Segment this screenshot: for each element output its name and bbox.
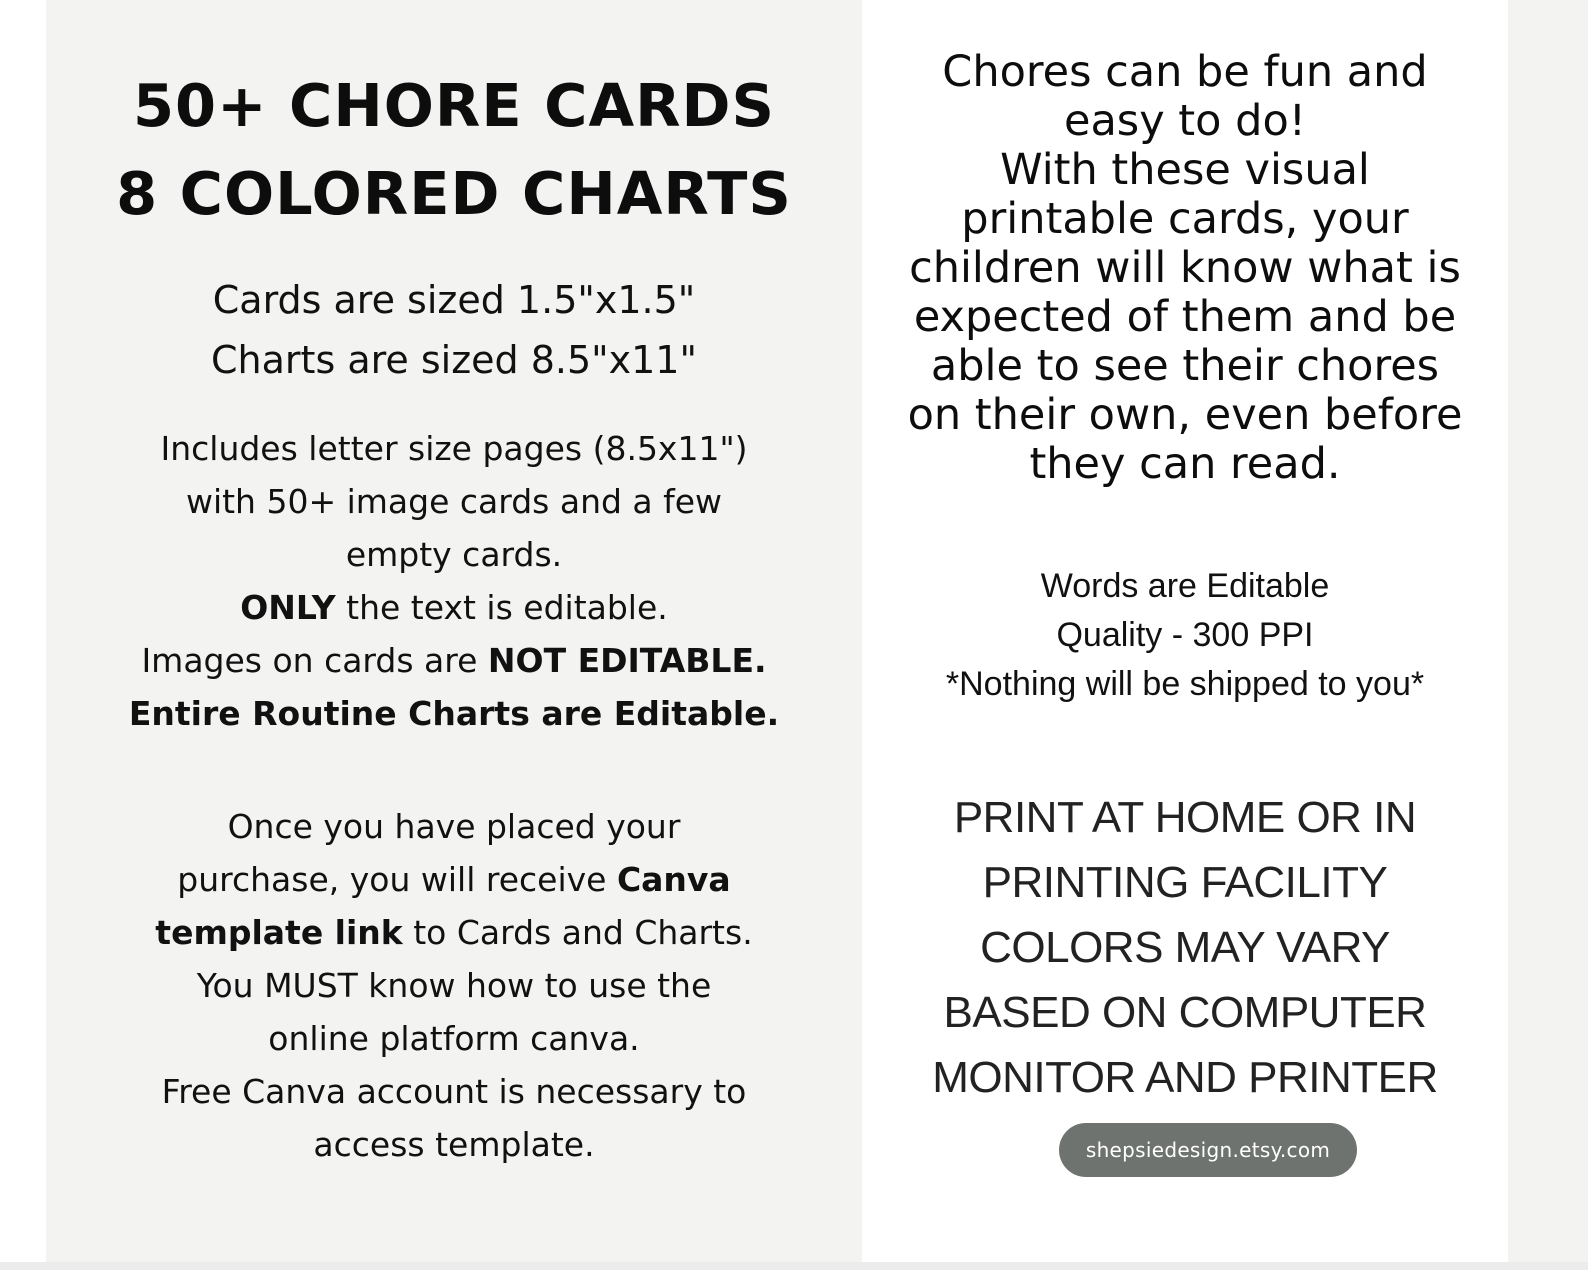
purchase-text: to Cards and Charts. (402, 913, 753, 952)
purchase-line: You MUST know how to use the (196, 966, 712, 1005)
includes-line: empty cards. (345, 535, 563, 574)
purchase-text: purchase, you will receive (177, 860, 617, 899)
title-line-2: 8 COLORED CHARTS (116, 159, 792, 228)
charts-size: Charts are sized 8.5"x11" (211, 338, 697, 382)
right-edge-strip (1508, 0, 1588, 1270)
purchase-line: Free Canva account is necessary to (161, 1072, 747, 1111)
canva-emphasis: Canva (616, 860, 731, 899)
purchase-line (46, 853, 862, 906)
only-emphasis: ONLY (240, 588, 336, 627)
quality-note: Quality - 300 PPI (1056, 616, 1314, 654)
cards-size: Cards are sized 1.5"x1.5" (212, 278, 696, 322)
chores-line: printable cards, your (961, 194, 1409, 244)
chores-line: expected of them and be (913, 292, 1457, 342)
title-block (46, 62, 862, 238)
print-line: PRINTING FACILITY (982, 858, 1388, 907)
chores-line: on their own, even before (907, 390, 1463, 440)
editable-words-note: Words are Editable (1040, 567, 1330, 605)
print-line: MONITOR AND PRINTER (932, 1053, 1438, 1102)
chores-line: easy to do! (1063, 96, 1306, 146)
editable-note (46, 581, 862, 634)
shop-link-badge[interactable]: shepsiedesign.etsy.com (1059, 1123, 1357, 1177)
print-block (862, 785, 1508, 1110)
print-line: PRINT AT HOME OR IN (953, 793, 1417, 842)
images-note (46, 634, 862, 687)
chores-line: children will know what is (909, 243, 1461, 293)
charts-editable-note: Entire Routine Charts are Editable. (128, 694, 780, 733)
print-line: COLORS MAY VARY (980, 923, 1390, 972)
shipping-note: *Nothing will be shipped to you* (945, 665, 1425, 703)
images-note-text: Images on cards are (141, 641, 488, 680)
print-line: BASED ON COMPUTER (943, 988, 1427, 1037)
title-line-1: 50+ CHORE CARDS (132, 71, 776, 140)
chores-line: Chores can be fun and (942, 47, 1428, 97)
bottom-divider (0, 1262, 1588, 1270)
includes-block (46, 422, 862, 740)
includes-line: Includes letter size pages (8.5x11") (160, 429, 748, 468)
info-block (862, 562, 1508, 709)
purchase-line: online platform canva. (268, 1019, 640, 1058)
includes-line: with 50+ image cards and a few (185, 482, 723, 521)
purchase-block (46, 800, 862, 1171)
chores-line: With these visual (1000, 145, 1370, 195)
editable-note-text: the text is editable. (335, 588, 668, 627)
template-link-emphasis: template link (155, 913, 403, 952)
purchase-line: access template. (313, 1125, 595, 1164)
purchase-line: Once you have placed your (227, 807, 681, 846)
chores-description (862, 48, 1508, 489)
chores-line: they can read. (1029, 439, 1341, 489)
chores-line: able to see their chores (930, 341, 1440, 391)
purchase-line (46, 906, 862, 959)
sizes-block (46, 270, 862, 390)
not-editable-emphasis: NOT EDITABLE. (487, 641, 767, 680)
